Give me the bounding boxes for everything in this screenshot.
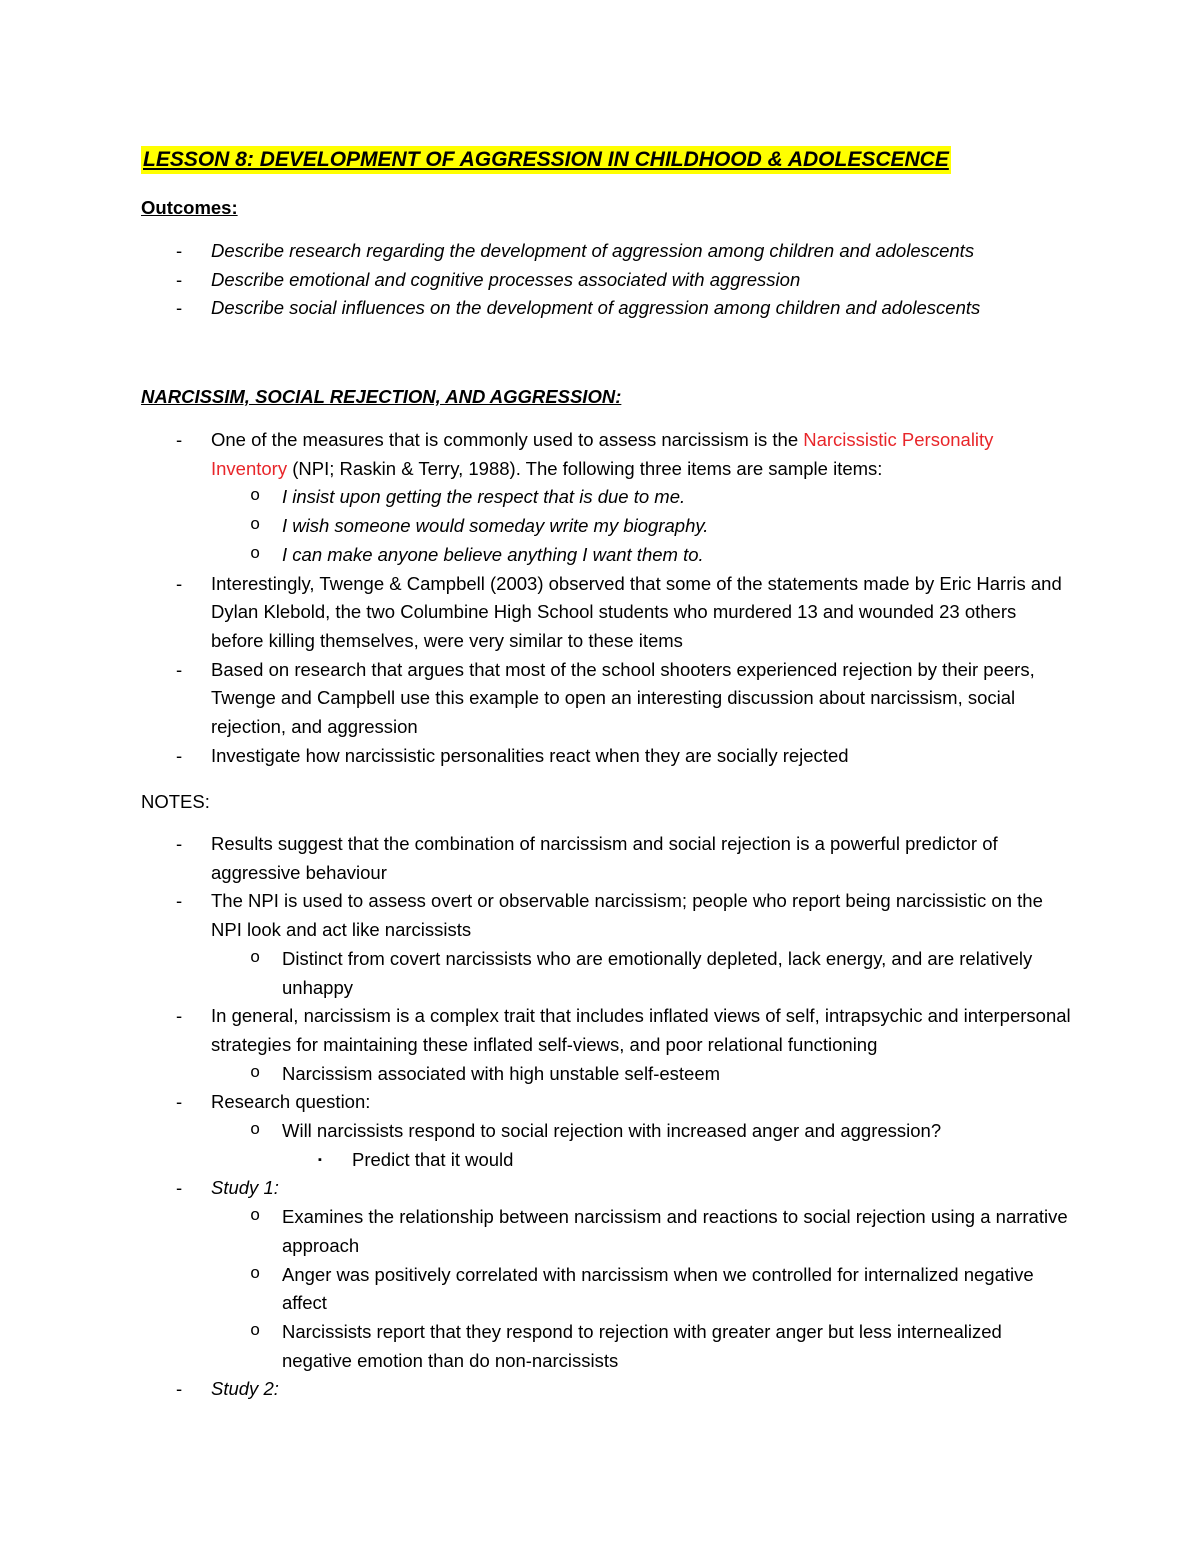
list-item: [0, 830, 1200, 887]
list-item: [0, 1002, 1200, 1059]
dash-bullet: -: [176, 268, 183, 290]
npi-text-post: (NPI; Raskin & Terry, 1988). The following three items are sample items:: [287, 457, 883, 479]
note-subtext: Will narcissists respond to social rejection with increased anger and aggression?: [282, 1120, 942, 1142]
note-subsubtext: Predict that it would: [352, 1148, 514, 1170]
outcome-text: Describe social influences on the development of aggression among children and adolescents: [211, 297, 981, 319]
study-2-label: Study 2:: [211, 1378, 279, 1400]
dash-bullet: -: [176, 1091, 183, 1113]
list-item: [0, 294, 1200, 323]
note-subtext: Distinct from covert narcissists who are emotionally depleted, lack energy, and are relatively unhappy: [282, 947, 1033, 998]
dash-bullet: -: [176, 890, 183, 912]
study-1-item: Anger was positively correlated with narcissism when we controlled for internalized negative affect: [282, 1263, 1034, 1314]
study-1-item: Examines the relationship between narcissism and reactions to social rejection using a narrative approach: [282, 1206, 1068, 1256]
list-item: [0, 237, 1200, 266]
list-item: [0, 483, 1200, 512]
dash-bullet: -: [176, 1378, 183, 1400]
list-item: [0, 512, 1200, 541]
circle-bullet: o: [250, 487, 261, 507]
list-item: [0, 1261, 1200, 1318]
list-item: [0, 887, 1200, 944]
bullet-text: Interestingly, Twenge & Campbell (2003) observed that some of the statements made by Eric Harris and Dylan Klebold, the two Columbine High School students who murdered 13 and wounded 23 others before killing themselves, were very similar to these items: [211, 572, 1062, 651]
circle-bullet: o: [250, 1121, 261, 1141]
square-bullet: ▪: [318, 1153, 322, 1166]
circle-bullet: o: [250, 1321, 261, 1341]
list-item: [0, 1375, 1200, 1404]
dash-bullet: -: [176, 744, 183, 766]
list-item: [0, 945, 1200, 1002]
list-item: [0, 570, 1200, 656]
sample-item: I insist upon getting the respect that is due to me.: [282, 486, 686, 508]
circle-bullet: o: [250, 1207, 261, 1227]
dash-bullet: -: [176, 658, 183, 680]
lesson-title: LESSON 8: DEVELOPMENT OF AGGRESSION IN CHILDHOOD & ADOLESCENCE: [141, 146, 951, 174]
list-item: [0, 1318, 1200, 1375]
dash-bullet: -: [176, 833, 183, 854]
circle-bullet: o: [250, 948, 261, 968]
bullet-text: Based on research that argues that most of the school shooters experienced rejection by their peers, Twenge and Campbell use this example to open an interesting discussion about narcissism, social rejection, and aggression: [211, 658, 1035, 738]
list-item: [0, 1060, 1200, 1089]
npi-paragraph: [211, 426, 1071, 483]
note-subtext: Narcissism associated with high unstable self-esteem: [282, 1062, 721, 1084]
list-item: [0, 1203, 1200, 1260]
list-item: [0, 426, 1200, 483]
dash-bullet: -: [176, 240, 183, 261]
section-list: [0, 426, 1200, 770]
outcome-text: Describe research regarding the development of aggression among children and adolescents: [211, 240, 975, 261]
sample-item: I wish someone would someday write my biography.: [282, 515, 709, 537]
list-item: [0, 656, 1200, 742]
dash-bullet: -: [176, 429, 183, 450]
circle-bullet: o: [250, 1264, 261, 1284]
npi-text-pre: One of the measures that is commonly used to assess narcissism is the: [211, 429, 804, 450]
circle-bullet: o: [250, 516, 261, 536]
outcomes-heading: Outcomes:: [141, 197, 238, 218]
note-text: Research question:: [211, 1091, 371, 1113]
list-item: [0, 541, 1200, 570]
list-item: [0, 1088, 1200, 1117]
note-text: The NPI is used to assess overt or observable narcissism; people who report being narcissistic on the NPI look and act like narcissists: [211, 890, 1043, 941]
dash-bullet: -: [176, 1005, 183, 1027]
dash-bullet: -: [176, 297, 183, 319]
bullet-text: Investigate how narcissistic personalities react when they are socially rejected: [211, 744, 849, 766]
list-item: [0, 266, 1200, 295]
dash-bullet: -: [176, 1177, 183, 1199]
study-1-label: Study 1:: [211, 1177, 279, 1199]
study-1-item: Narcissists report that they respond to rejection with greater anger but less internealized negative emotion than do non-narcissists: [282, 1320, 1002, 1371]
dash-bullet: -: [176, 572, 183, 594]
npi-highlight: Narcissistic Personality Inventory: [211, 429, 994, 479]
section-heading: NARCISSIM, SOCIAL REJECTION, AND AGGRESSION:: [141, 386, 622, 407]
list-item: [0, 1146, 1200, 1175]
outcomes-list: [0, 237, 1200, 323]
notes-label: NOTES:: [141, 791, 210, 812]
circle-bullet: o: [250, 544, 261, 564]
list-item: [0, 1117, 1200, 1146]
list-item: [0, 1174, 1200, 1203]
outcome-text: Describe emotional and cognitive processes associated with aggression: [211, 268, 801, 290]
notes-list: [0, 830, 1200, 1404]
note-text: In general, narcissism is a complex trait that includes inflated views of self, intrapsychic and interpersonal strategies for maintaining these inflated self-views, and poor relational functioning: [211, 1005, 1071, 1055]
circle-bullet: o: [250, 1063, 261, 1083]
list-item: [0, 742, 1200, 771]
note-text: Results suggest that the combination of narcissism and social rejection is a powerful predictor of aggressive behaviour: [211, 833, 998, 883]
sample-item: I can make anyone believe anything I want them to.: [282, 543, 704, 565]
